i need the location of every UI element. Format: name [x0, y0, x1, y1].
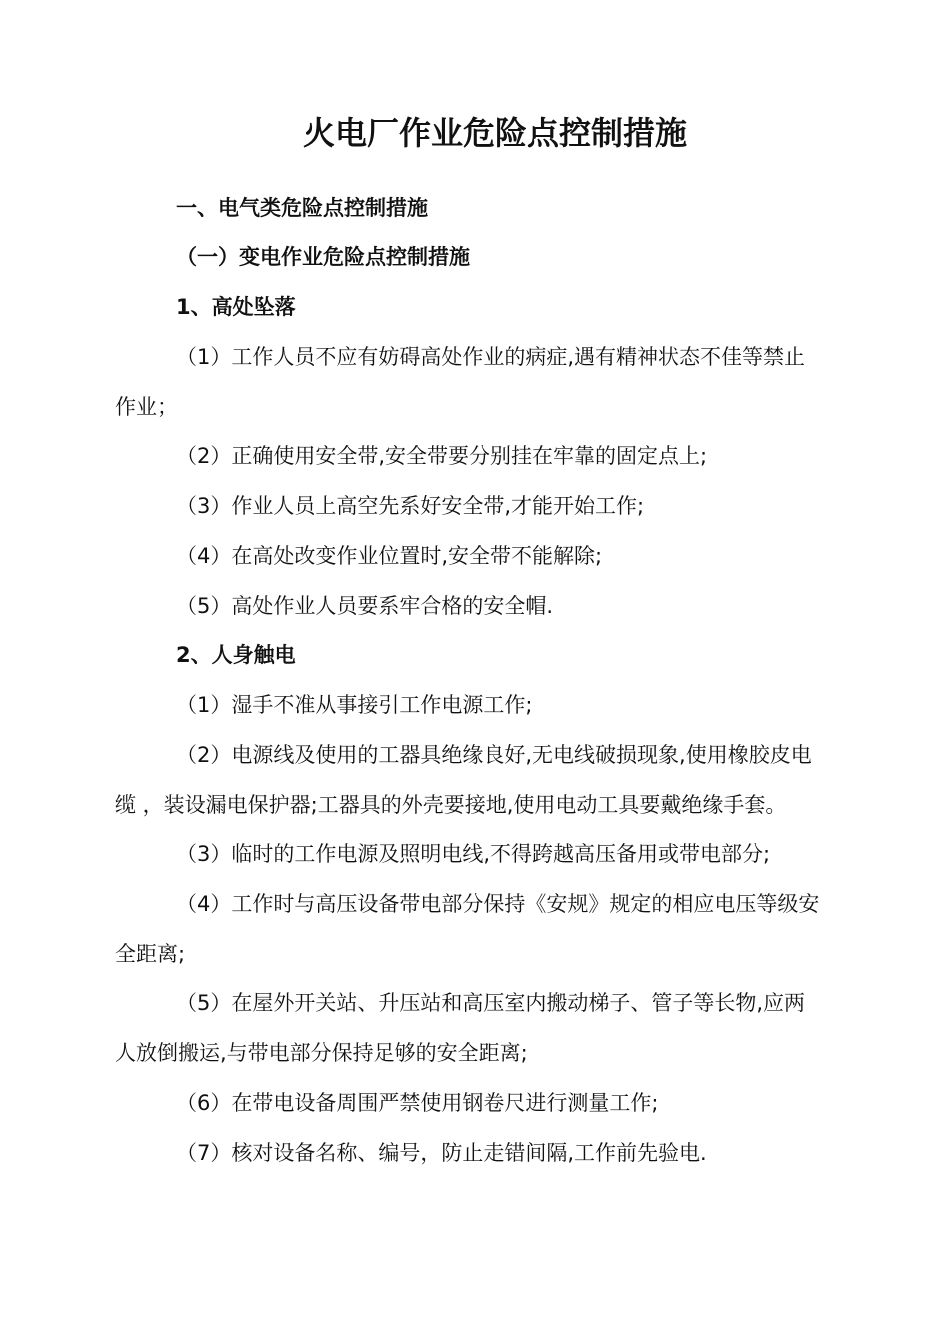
paragraph-line: （3）作业人员上高空先系好安全带,才能开始工作;: [176, 494, 645, 518]
paragraph-line: （5）高处作业人员要系牢合格的安全帽.: [176, 594, 554, 618]
paragraph-line: （1）湿手不准从事接引工作电源工作;: [176, 693, 533, 717]
paragraph-line: （7）核对设备名称、编号，防止走错间隔,工作前先验电.: [176, 1141, 707, 1165]
paragraph-line: （6）在带电设备周围严禁使用钢卷尺进行测量工作;: [176, 1091, 659, 1115]
subsection-heading: （一）变电作业危险点控制措施: [176, 245, 470, 269]
paragraph-continuation: 全距离;: [115, 942, 186, 966]
paragraph-line: （1）工作人员不应有妨碍高处作业的病症,遇有精神状态不佳等禁止: [176, 345, 806, 369]
topic-heading-fall: 1、高处坠落: [176, 295, 296, 319]
paragraph-continuation: 缆 ，装设漏电保护器;工器具的外壳要接地,使用电动工具要戴绝缘手套。: [115, 793, 787, 817]
paragraph-continuation: 人放倒搬运,与带电部分保持足够的安全距离;: [115, 1041, 528, 1065]
paragraph-line: （2）电源线及使用的工器具绝缘良好,无电线破损现象,使用橡胶皮电: [176, 743, 812, 767]
topic-heading-shock: 2、人身触电: [176, 643, 296, 667]
paragraph-line: （4）在高处改变作业位置时,安全带不能解除;: [176, 544, 603, 568]
paragraph-line: （3）临时的工作电源及照明电线,不得跨越高压备用或带电部分;: [176, 842, 771, 866]
paragraph-line: （5）在屋外开关站、升压站和高压室内搬动梯子、管子等长物,应两: [176, 991, 806, 1015]
paragraph-line: （2）正确使用安全带,安全带要分别挂在牢靠的固定点上;: [176, 444, 708, 468]
document-title: 火电厂作业危险点控制措施: [302, 114, 687, 152]
paragraph-line: （4）工作时与高压设备带电部分保持《安规》规定的相应电压等级安: [176, 892, 820, 916]
section-heading: 一、电气类危险点控制措施: [176, 196, 428, 220]
paragraph-continuation: 作业；: [115, 395, 178, 419]
